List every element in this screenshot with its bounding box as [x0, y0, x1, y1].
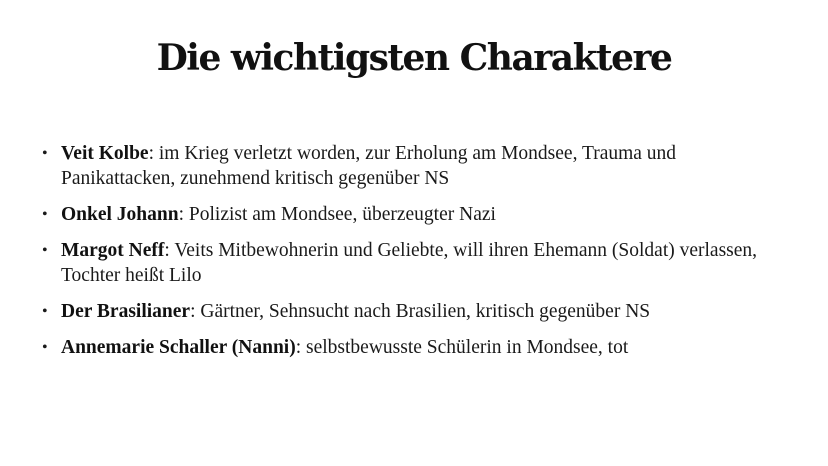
character-name: Annemarie Schaller (Nanni) — [61, 337, 296, 358]
bullet-dot-icon: • — [42, 145, 48, 162]
character-description: : Gärtner, Sehnsucht nach Brasilien, kritisch gegenüber NS — [190, 301, 651, 322]
character-name: Veit Kolbe — [61, 143, 149, 164]
bullet-dot-icon: • — [42, 206, 48, 223]
character-name: Margot Neff — [61, 240, 165, 261]
bullet-dot-icon: • — [42, 303, 48, 320]
character-name: Der Brasilianer — [61, 301, 191, 322]
character-item-annemarie-schaller — [40, 335, 760, 360]
character-item-veit-kolbe — [40, 141, 760, 191]
slide-title: Die wichtigsten Charaktere — [156, 37, 672, 79]
character-item-margot-neff — [40, 238, 760, 288]
character-list — [40, 141, 760, 371]
character-item-der-brasilianer — [40, 299, 760, 324]
character-item-onkel-johann — [40, 202, 760, 227]
character-description: : Veits Mitbewohnerin und Geliebte, will ihren Ehemann (Soldat) verlassen, Tochter heißt Lilo — [61, 240, 758, 286]
character-description: : Polizist am Mondsee, überzeugter Nazi — [178, 204, 496, 225]
character-name: Onkel Johann — [61, 204, 179, 225]
bullet-dot-icon: • — [42, 242, 48, 259]
character-description: : selbstbewusste Schülerin in Mondsee, tot — [295, 337, 629, 358]
character-description: : im Krieg verletzt worden, zur Erholung am Mondsee, Trauma und Panikattacken, zunehmend kritisch gegenüber NS — [61, 143, 677, 189]
bullet-dot-icon: • — [42, 339, 48, 356]
